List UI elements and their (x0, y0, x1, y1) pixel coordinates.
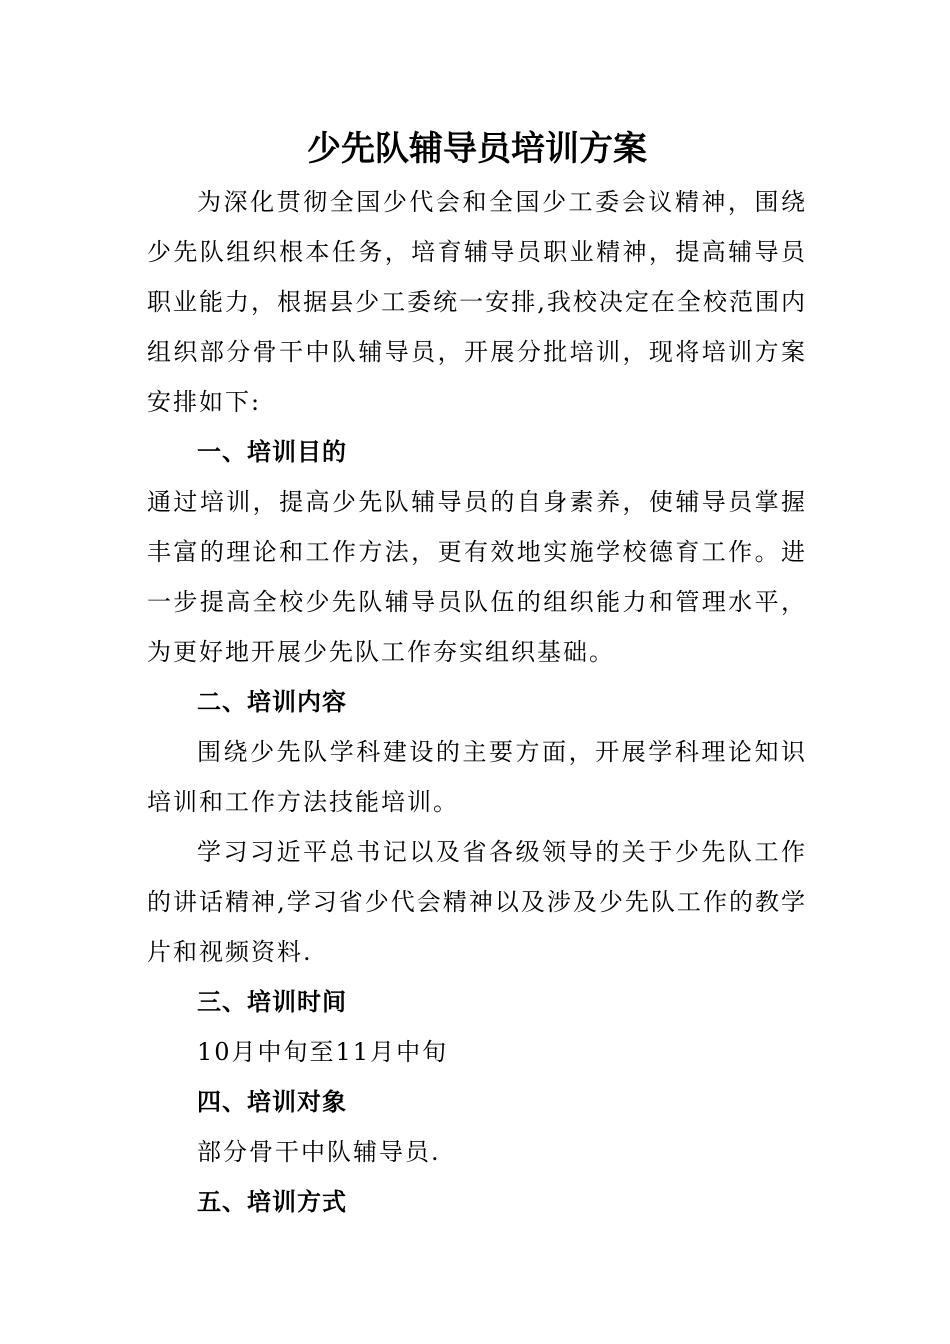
section-paragraph: 学习习近平总书记以及省各级领导的关于少先队工作的讲话精神,学习省少代会精神以及涉及少先队工作的教学片和视频资料. (147, 838, 807, 966)
section-heading: 五、培训方式 (197, 1188, 347, 1216)
section-paragraph: 10月中旬至11月中旬 (197, 1038, 449, 1066)
section-paragraph: 部分骨干中队辅导员. (197, 1138, 441, 1166)
document-page (147, 125, 807, 1227)
section-time (147, 977, 807, 1077)
section-heading: 三、培训时间 (197, 988, 347, 1016)
section-purpose (147, 427, 807, 677)
section-heading: 二、培训内容 (197, 688, 347, 716)
section-method (147, 1177, 807, 1227)
section-paragraph: 通过培训，提高少先队辅导员的自身素养，使辅导员掌握丰富的理论和工作方法，更有效地实施学校德育工作。进一步提高全校少先队辅导员队伍的组织能力和管理水平，为更好地开展少先队工作夯实组织基础。 (147, 488, 807, 666)
section-audience (147, 1077, 807, 1177)
section-heading: 一、培训目的 (197, 438, 347, 466)
section-content (147, 677, 807, 977)
intro-paragraph: 为深化贯彻全国少代会和全国少工委会议精神，围绕少先队组织根本任务，培育辅导员职业精神，提高辅导员职业能力，根据县少工委统一安排,我校决定在全校范围内组织部分骨干中队辅导员，开展分批培训，现将培训方案安排如下: (147, 188, 807, 416)
section-heading: 四、培训对象 (197, 1088, 347, 1116)
document-title: 少先队辅导员培训方案 (307, 129, 647, 169)
section-paragraph: 围绕少先队学科建设的主要方面，开展学科理论知识培训和工作方法技能培训。 (147, 738, 807, 816)
